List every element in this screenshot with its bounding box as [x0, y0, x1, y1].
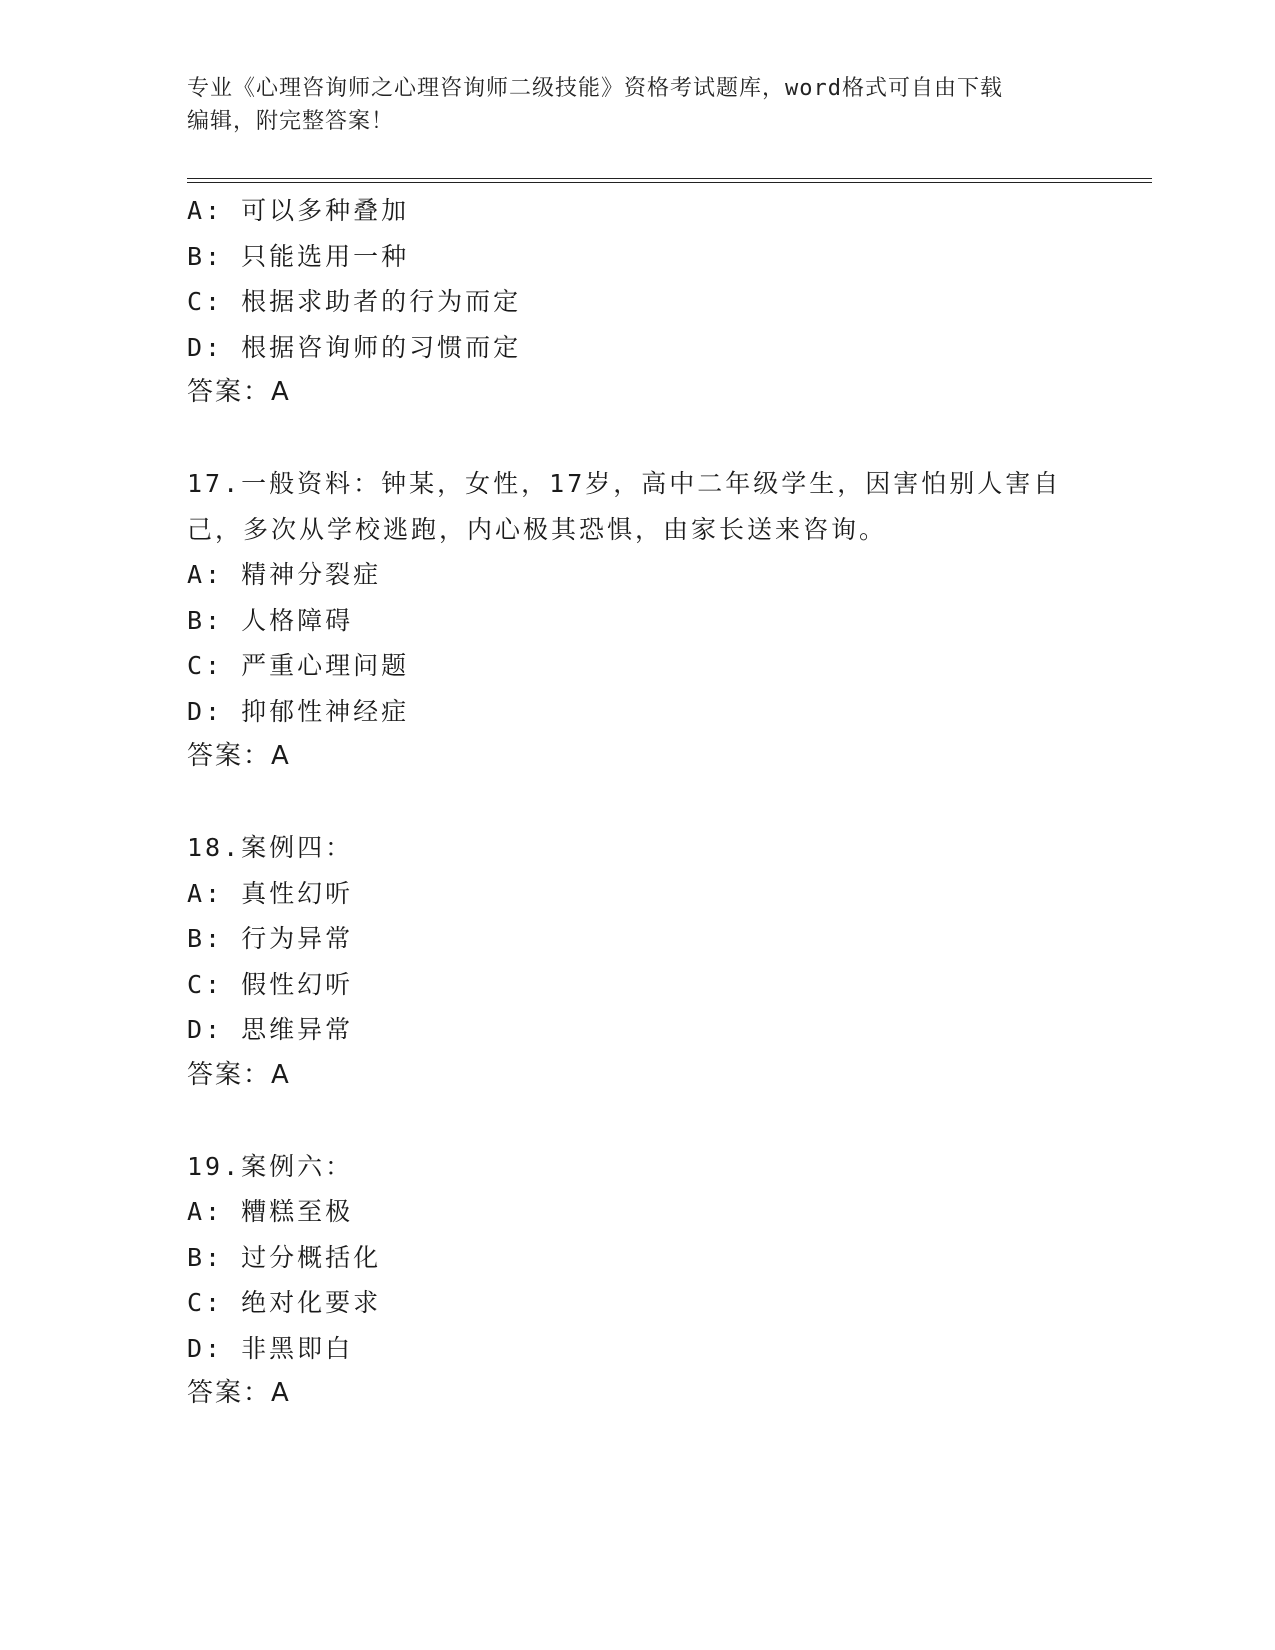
- option-d: D: 抑郁性神经症: [187, 696, 410, 726]
- spacer: [187, 780, 1107, 826]
- option-b: B: 人格障碍: [187, 605, 354, 635]
- question-list: [187, 188, 1107, 1417]
- question-stem-line-1: 17.一般资料：钟某，女性，17岁，高中二年级学生，因害怕别人害自: [187, 469, 1062, 498]
- question-18: [187, 825, 1107, 1098]
- header-line-2: 编辑，附完整答案！: [187, 109, 395, 134]
- option-c: C: 假性幻听: [187, 969, 354, 999]
- question-16: [187, 188, 1107, 416]
- question-19: [187, 1144, 1107, 1417]
- answer: 答案：A: [187, 1378, 291, 1408]
- option-d: D: 思维异常: [187, 1015, 354, 1044]
- option-b: B: 过分概括化: [187, 1242, 382, 1272]
- option-a: A: 可以多种叠加: [187, 196, 410, 225]
- option-c: C: 严重心理问题: [187, 651, 410, 680]
- option-c: C: 绝对化要求: [187, 1288, 382, 1317]
- option-a: A: 糟糕至极: [187, 1197, 354, 1226]
- question-stem: 18.案例四：: [187, 833, 354, 862]
- header-divider: [187, 178, 1152, 183]
- option-a: A: 真性幻听: [187, 878, 354, 908]
- header-line-1: 专业《心理咨询师之心理咨询师二级技能》资格考试题库，word格式可自由下载: [187, 76, 1003, 101]
- option-a: A: 精神分裂症: [187, 560, 382, 589]
- answer: 答案：A: [187, 1059, 291, 1090]
- question-17: [187, 461, 1107, 780]
- question-stem: 19.案例六：: [187, 1151, 354, 1181]
- option-d: D: 根据咨询师的习惯而定: [187, 332, 522, 362]
- spacer: [187, 1098, 1107, 1144]
- document-header: [187, 72, 1087, 138]
- option-b: B: 行为异常: [187, 924, 354, 953]
- answer: 答案：A: [187, 377, 291, 407]
- option-c: C: 根据求助者的行为而定: [187, 287, 522, 316]
- question-stem-line-2: 己，多次从学校逃跑，内心极其恐惧，由家长送来咨询。: [187, 514, 888, 544]
- spacer: [187, 416, 1107, 462]
- option-b: B: 只能选用一种: [187, 241, 410, 271]
- answer: 答案：A: [187, 741, 291, 771]
- option-d: D: 非黑即白: [187, 1333, 354, 1363]
